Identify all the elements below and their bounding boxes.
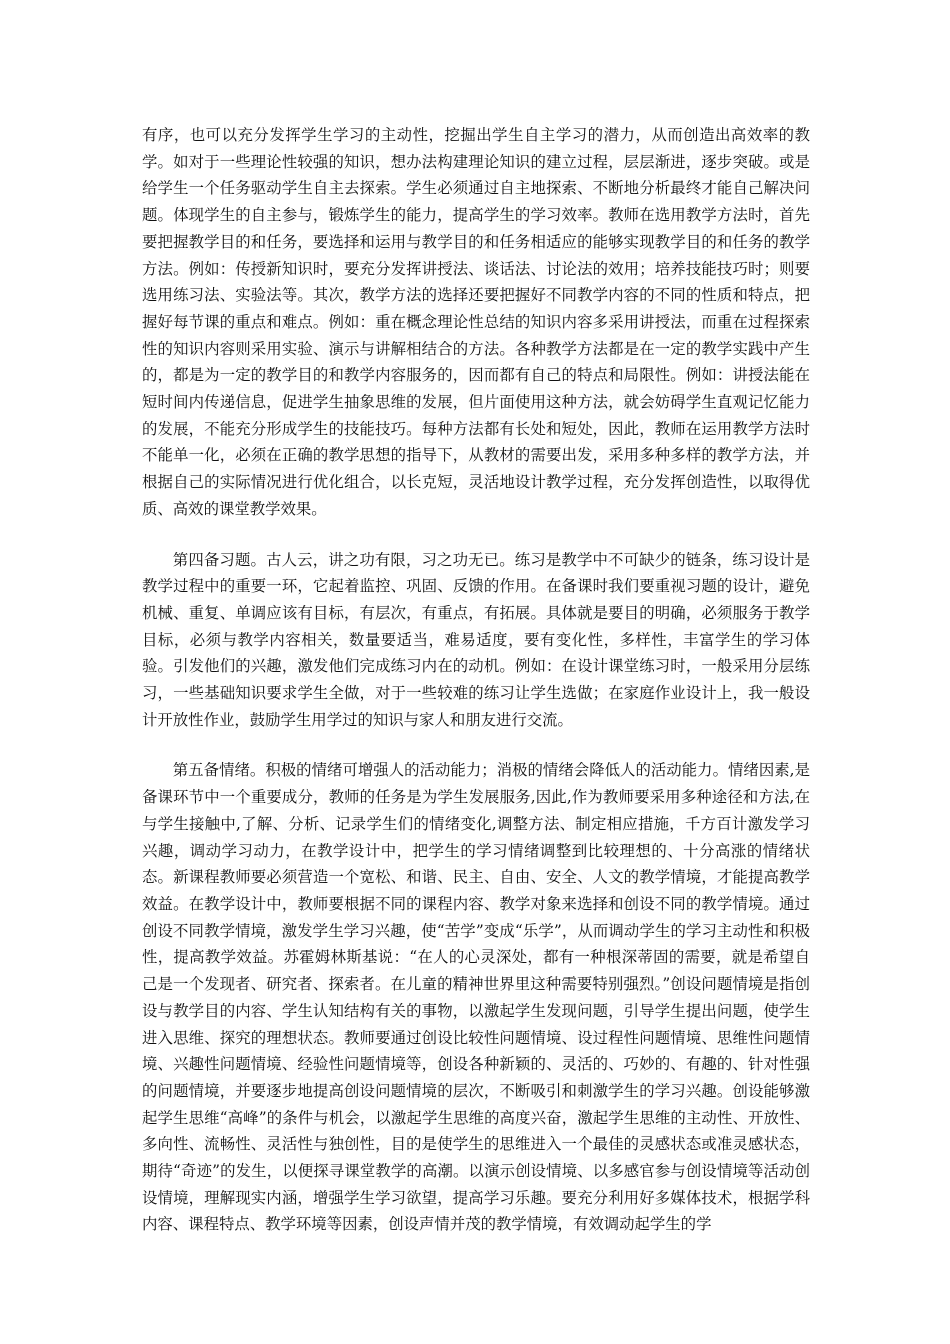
paragraph-emotions: 第五备情绪。积极的情绪可增强人的活动能力；消极的情绪会降低人的活动能力。情绪因素,是备课环节中一个重要成分，教师的任务是为学生发展服务,因此,作为教师要采用多种途径和方法,在与学生接触中,了解、分析、记录学生们的情绪变化,调整方法、制定相应措施，千方百计激发学习兴趣，调动学习动力，在教学设计中，把学生的学习情绪调整到比较理想的、十分高涨的情绪状态。新课程教师要必须营造一个宽松、和谐、民主、自由、安全、人文的教学情境，才能提高教学效益。在教学设计中，教师要根据不同的课程内容、教学对象来选择和创设不同的教学情境。通过创设不同教学情境，激发学生学习兴趣，使“苦学”变成“乐学”，从而调动学生的学习主动性和积极性，提高教学效益。苏霍姆林斯基说：“在人的心灵深处，都有一种根深蒂固的需要，就是希望自己是一个发现者、研究者、探索者。在儿童的精神世界里这种需要特别强烈。”创设问题情境是指创设与教学目的内容、学生认知结构有关的事物，以激起学生发现问题，引导学生提出问题，使学生进入思维、探究的理想状态。教师要通过创设比较性问题情境、设过程性问题情境、思维性问题情境、兴趣性问题情境、经验性问题情境等，创设各种新颖的、灵活的、巧妙的、有趣的、针对性强的问题情境，并要逐步地提高创设问题情境的层次，不断吸引和刺激学生的学习兴趣。创设能够激起学生思维“高峰”的条件与机会，以激起学生思维的高度兴奋，激起学生思维的主动性、开放性、多向性、流畅性、灵活性与独创性，目的是使学生的思维进入一个最佳的灵感状态或准灵感状态，期待“奇迹”的发生，以便探寻课堂教学的高潮。以演示创设情境、以多感官参与创设情境等活动创设情境，理解现实内涵，增强学生学习欲望，提高学习乐趣。要充分利用好多媒体技术，根据学科内容、课程特点、教学环境等因素，创设声情并茂的教学情境，有效调动起学生的学: [142, 761, 810, 1234]
paragraph-exercises: 第四备习题。古人云，讲之功有限，习之功无已。练习是教学中不可缺少的链条，练习设计是教学过程中的重要一环，它起着监控、巩固、反馈的作用。在备课时我们要重视习题的设计，避免机械、重复、单调应该有目标，有层次，有重点，有拓展。具体就是要目的明确，必须服务于教学目标，必须与教学内容相关，数量要适当，难易适度，要有变化性，多样性，丰富学生的学习体验。引发他们的兴趣，激发他们完成练习内在的动机。例如：在设计课堂练习时，一般采用分层练习，一些基础知识要求学生全做，对于一些较难的练习让学生选做；在家庭作业设计上，我一般设计开放性作业，鼓励学生用学过的知识与家人和朋友进行交流。: [142, 550, 810, 729]
document-page: [142, 122, 810, 1238]
paragraph-teaching-methods: 有序，也可以充分发挥学生学习的主动性，挖掘出学生自主学习的潜力，从而创造出高效率的教学。如对于一些理论性较强的知识，想办法构建理论知识的建立过程，层层渐进，逐步突破。或是给学生一个任务驱动学生自主去探索。学生必须通过自主地探索、不断地分析最终才能自己解决问题。体现学生的自主参与，锻炼学生的能力，提高学生的学习效率。教师在选用教学方法时，首先要把握教学目的和任务，要选择和运用与教学目的和任务相适应的能够实现教学目的和任务的教学方法。例如：传授新知识时，要充分发挥讲授法、谈话法、讨论法的效用；培养技能技巧时；则要选用练习法、实验法等。其次，教学方法的选择还要把握好不同教学内容的不同的性质和特点，把握好每节课的重点和难点。例如：重在概念理论性总结的知识内容多采用讲授法，而重在过程探索性的知识内容则采用实验、演示与讲解相结合的方法。各种教学方法都是在一定的教学实践中产生的，都是为一定的教学目的和教学内容服务的，因而都有自己的特点和局限性。例如：讲授法能在短时间内传递信息，促进学生抽象思维的发展，但片面使用这种方法，就会妨碍学生直观记忆能力的发展，不能充分形成学生的技能技巧。每种方法都有长处和短处，因此，教师在运用教学方法时不能单一化，必须在正确的教学思想的指导下，从教材的需要出发，采用多种多样的教学方法，并根据自己的实际情况进行优化组合，以长克短，灵活地设计教学过程，充分发挥创造性，以取得优质、高效的课堂教学效果。: [142, 126, 810, 518]
